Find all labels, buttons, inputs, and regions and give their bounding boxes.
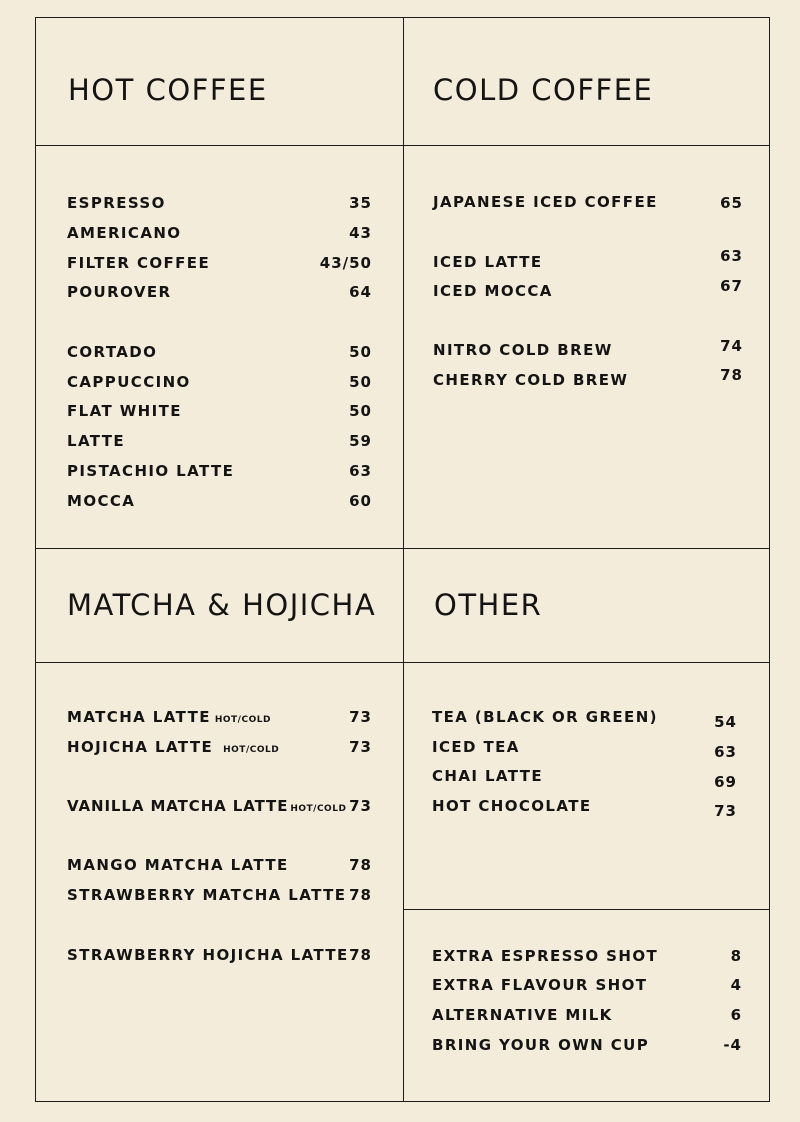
menu-item-name xyxy=(67,708,271,729)
menu-item-name xyxy=(67,797,346,818)
menu-item-name: CORTADO xyxy=(67,343,158,361)
menu-item-name: EXTRA ESPRESSO SHOT xyxy=(432,947,659,965)
menu-item-price: 6 xyxy=(730,1006,742,1024)
divider-bottom-headings xyxy=(35,662,770,663)
menu-item-name: HOT CHOCOLATE xyxy=(432,797,592,815)
menu-item-name: ICED LATTE xyxy=(433,253,543,271)
menu-item-name: MANGO MATCHA LATTE xyxy=(67,856,289,874)
menu-item-price: 43/50 xyxy=(319,254,372,272)
menu-item-price: 73 xyxy=(349,708,372,726)
hot-cold-tag: HOT/COLD xyxy=(290,804,347,814)
center-divider xyxy=(403,17,404,1102)
menu-item-name: NITRO COLD BREW xyxy=(433,341,613,359)
menu-item-label: VANILLA MATCHA LATTE xyxy=(67,797,289,815)
menu-item-price: 8 xyxy=(730,947,742,965)
menu-item-name: JAPANESE ICED COFFEE xyxy=(433,193,658,211)
menu-item-name: BRING YOUR OWN CUP xyxy=(432,1036,650,1054)
menu-item-price: 64 xyxy=(349,283,372,301)
section-title-hot-coffee: HOT COFFEE xyxy=(68,73,268,107)
menu-item-price: 54 xyxy=(714,713,737,731)
divider-middle xyxy=(35,548,770,549)
menu-item-price: 4 xyxy=(730,976,742,994)
menu-item-name: LATTE xyxy=(67,432,126,450)
menu-item-price: 78 xyxy=(349,886,372,904)
section-title-cold-coffee: COLD COFFEE xyxy=(433,73,654,107)
menu-item-name: CHERRY COLD BREW xyxy=(433,371,629,389)
menu-item-price: 50 xyxy=(349,373,372,391)
menu-item-label: HOJICHA LATTE xyxy=(67,738,214,756)
menu-item-name: CAPPUCCINO xyxy=(67,373,191,391)
menu-item-price: 67 xyxy=(720,277,743,295)
menu-item-price: 78 xyxy=(349,946,372,964)
menu-item-name xyxy=(67,738,279,759)
section-title-other: OTHER xyxy=(434,588,543,622)
hot-cold-tag: HOT/COLD xyxy=(223,745,280,755)
menu-item-price: 35 xyxy=(349,194,372,212)
menu-item-name: STRAWBERRY MATCHA LATTE xyxy=(67,886,347,904)
menu-item-price: 73 xyxy=(349,738,372,756)
menu-item-name: ICED MOCCA xyxy=(433,282,553,300)
menu-item-name: ALTERNATIVE MILK xyxy=(432,1006,613,1024)
divider-extras xyxy=(403,909,770,910)
menu-item-name: STRAWBERRY HOJICHA LATTE xyxy=(67,946,349,964)
menu-item-price: 78 xyxy=(349,856,372,874)
menu-item-price: 73 xyxy=(349,797,372,815)
menu-item-name: PISTACHIO LATTE xyxy=(67,462,235,480)
menu-item-price: 50 xyxy=(349,343,372,361)
menu-item-name: ICED TEA xyxy=(432,738,520,756)
menu-item-price: 59 xyxy=(349,432,372,450)
divider-top-headings xyxy=(35,145,770,146)
menu-item-price: 63 xyxy=(349,462,372,480)
menu-item-price: 65 xyxy=(720,194,743,212)
menu-item-price: 73 xyxy=(714,802,737,820)
menu-item-name: ESPRESSO xyxy=(67,194,166,212)
menu-item-name: MOCCA xyxy=(67,492,136,510)
menu-item-price: 74 xyxy=(720,337,743,355)
menu-item-name: FILTER COFFEE xyxy=(67,254,211,272)
menu-item-price: 69 xyxy=(714,773,737,791)
menu-item-name: AMERICANO xyxy=(67,224,182,242)
menu-item-name: TEA (BLACK OR GREEN) xyxy=(432,708,658,726)
menu-item-price: -4 xyxy=(723,1036,742,1054)
menu-item-price: 50 xyxy=(349,402,372,420)
menu-item-name: POUROVER xyxy=(67,283,172,301)
menu-item-name: FLAT WHITE xyxy=(67,402,182,420)
hot-cold-tag: HOT/COLD xyxy=(214,715,271,725)
menu-item-label: MATCHA LATTE xyxy=(67,708,211,726)
menu-item-name: CHAI LATTE xyxy=(432,767,544,785)
menu-item-price: 78 xyxy=(720,366,743,384)
menu-item-name: EXTRA FLAVOUR SHOT xyxy=(432,976,648,994)
section-title-matcha-hojicha: MATCHA & HOJICHA xyxy=(67,588,377,622)
menu-item-price: 43 xyxy=(349,224,372,242)
menu-item-price: 63 xyxy=(714,743,737,761)
menu-item-price: 63 xyxy=(720,247,743,265)
menu-item-price: 60 xyxy=(349,492,372,510)
